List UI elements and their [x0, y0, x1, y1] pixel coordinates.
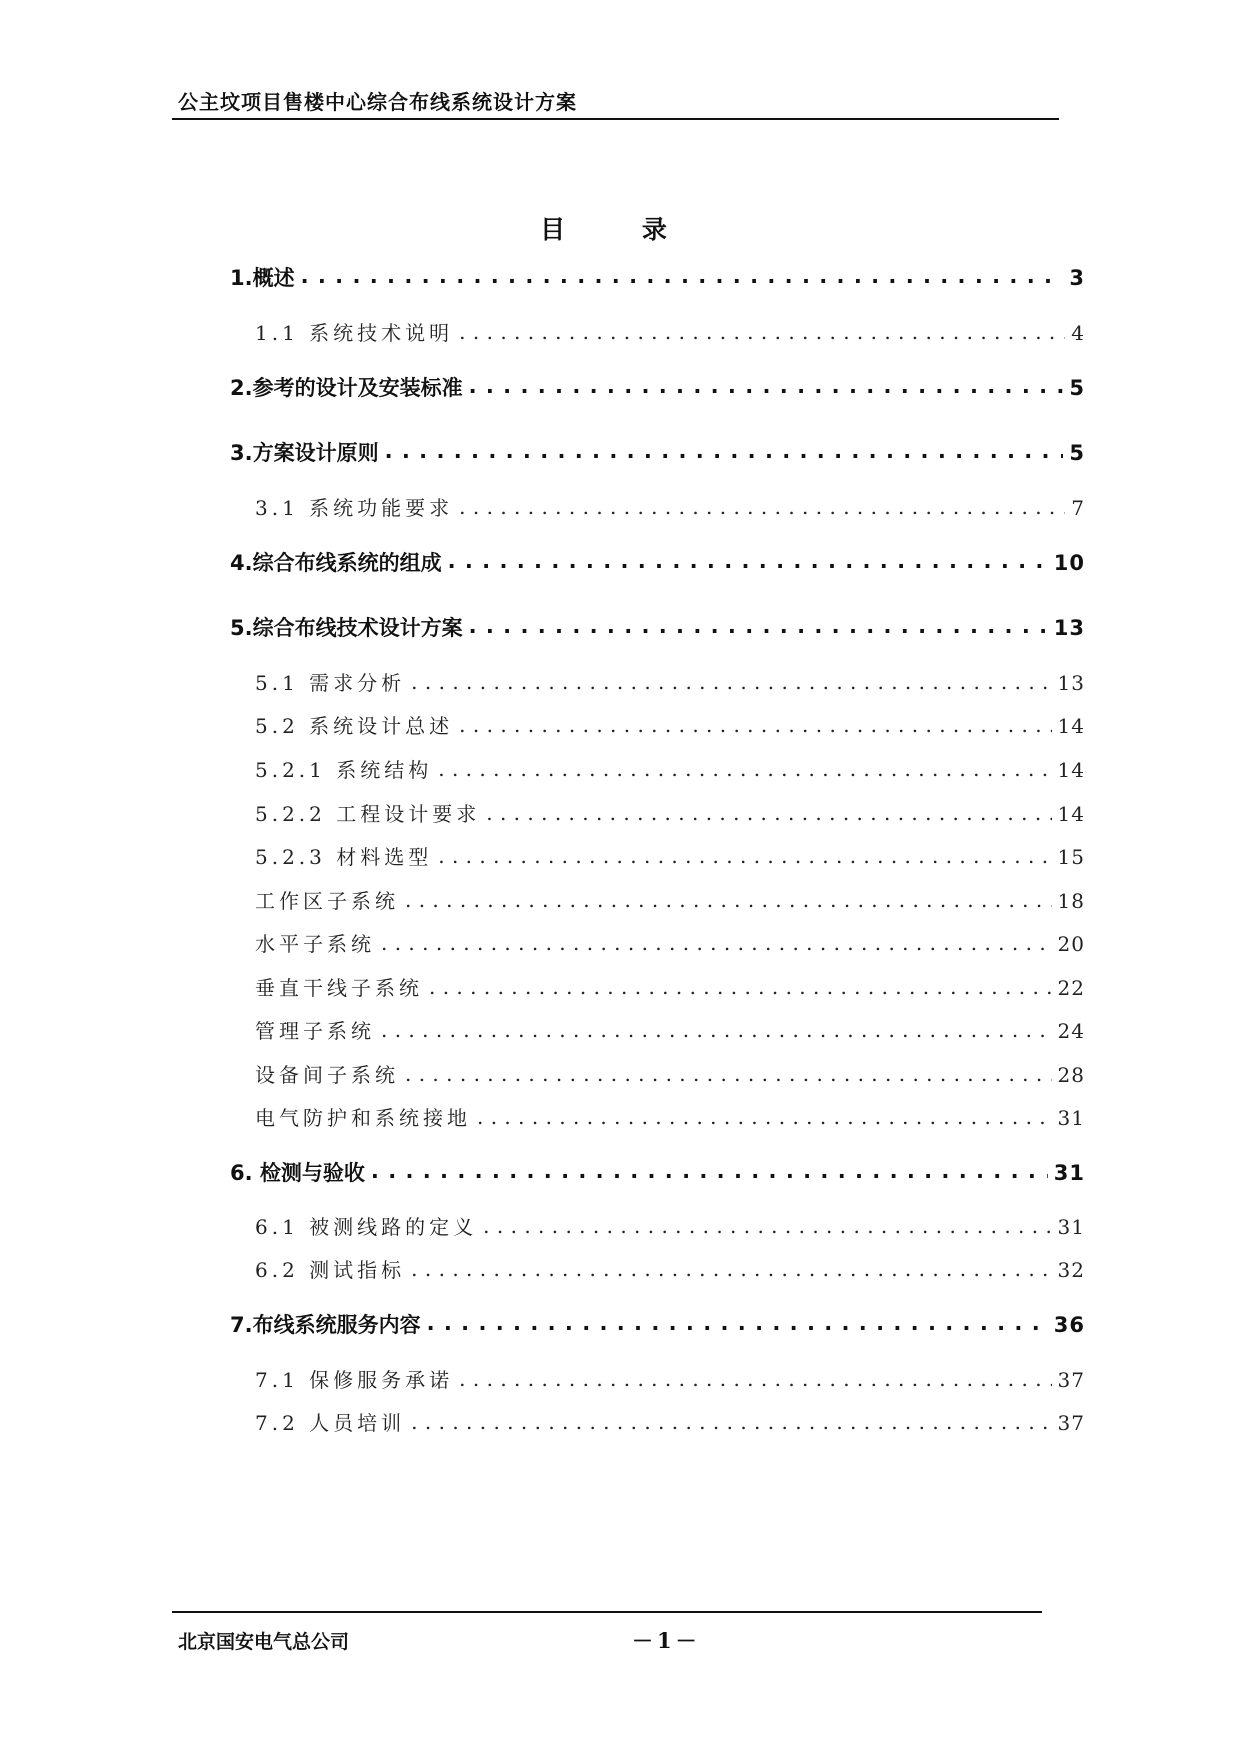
toc-leader-dots — [405, 1062, 1052, 1082]
toc-entry[interactable] — [230, 928, 1085, 957]
toc-entry-page: 37 — [1057, 1411, 1085, 1435]
toc-leader-dots — [469, 614, 1048, 635]
toc-entry-text: 5.2.1 系统结构 — [255, 758, 433, 782]
toc-leader-dots — [381, 931, 1052, 951]
toc-entry-text: 6.2 测试指标 — [255, 1258, 406, 1282]
toc-entry-page: 31 — [1057, 1106, 1085, 1130]
toc-entry-page: 5 — [1069, 376, 1085, 400]
toc-entry[interactable] — [230, 798, 1085, 827]
toc-leader-dots — [429, 975, 1052, 995]
toc-entry-text: 1.1 系统技术说明 — [255, 321, 454, 345]
toc-leader-dots — [448, 549, 1048, 570]
toc-entry[interactable] — [230, 1015, 1085, 1044]
toc-entry-text: 7.1 保修服务承诺 — [255, 1368, 454, 1392]
toc-entry[interactable] — [230, 1211, 1085, 1240]
toc-leader-dots — [459, 495, 1065, 515]
toc-leader-dots — [301, 264, 1064, 285]
toc-entry[interactable] — [230, 492, 1085, 521]
toc-leader-dots — [469, 374, 1064, 395]
toc-entry-page: 31 — [1053, 1161, 1085, 1185]
toc-entry-page: 28 — [1057, 1063, 1085, 1087]
toc-leader-dots — [459, 320, 1065, 340]
toc-entry-text: 5.综合布线技术设计方案 — [230, 616, 463, 640]
toc-entry-text: 设备间子系统 — [255, 1063, 399, 1087]
toc-entry-text: 水平子系统 — [255, 932, 375, 956]
toc-entry[interactable] — [230, 1309, 1085, 1339]
page-header — [172, 84, 1059, 120]
toc-entry[interactable] — [230, 667, 1085, 696]
toc-entry-page: 14 — [1057, 714, 1085, 738]
page-footer — [172, 1611, 1042, 1653]
toc-leader-dots — [459, 713, 1051, 733]
toc-leader-dots — [438, 757, 1051, 777]
toc-entry-text: 1.概述 — [230, 266, 295, 290]
toc-entry[interactable] — [230, 710, 1085, 739]
toc-entry-text: 管理子系统 — [255, 1019, 375, 1043]
toc-entry-text: 2.参考的设计及安装标准 — [230, 376, 463, 400]
toc-leader-dots — [385, 439, 1064, 460]
toc-leader-dots — [477, 1105, 1052, 1125]
toc-entry-text: 5.2.2 工程设计要求 — [255, 802, 481, 826]
toc-entry-text: 5.2 系统设计总述 — [255, 714, 454, 738]
toc-entry-text: 4.综合布线系统的组成 — [230, 551, 442, 575]
toc-title: 目 录 — [540, 215, 701, 244]
toc-entry-page: 15 — [1057, 845, 1085, 869]
toc-entry-page: 31 — [1057, 1215, 1085, 1239]
toc-entry-page: 14 — [1057, 802, 1085, 826]
toc-entry-text: 7.2 人员培训 — [255, 1411, 406, 1435]
toc-entry[interactable] — [230, 1157, 1085, 1187]
toc-entry-text: 5.1 需求分析 — [255, 671, 406, 695]
toc-leader-dots — [371, 1159, 1048, 1180]
toc-entry[interactable] — [230, 1364, 1085, 1393]
toc-entry-page: 7 — [1071, 496, 1085, 520]
toc-entry-page: 14 — [1057, 758, 1085, 782]
header-title: 公主坟项目售楼中心综合布线系统设计方案 — [178, 90, 577, 114]
toc-entry-page: 10 — [1053, 551, 1085, 575]
toc-leader-dots — [427, 1311, 1048, 1332]
toc-entry[interactable] — [230, 1407, 1085, 1436]
toc-entry-text: 7.布线系统服务内容 — [230, 1313, 421, 1337]
toc-entry-text: 6.1 被测线路的定义 — [255, 1215, 478, 1239]
toc-entry[interactable] — [230, 972, 1085, 1001]
toc-entry-text: 工作区子系统 — [255, 889, 399, 913]
toc-entry-page: 13 — [1053, 616, 1085, 640]
toc-leader-dots — [438, 844, 1051, 864]
toc-entry-text: 电气防护和系统接地 — [255, 1106, 471, 1130]
toc-entry-text: 5.2.3 材料选型 — [255, 845, 433, 869]
toc-leader-dots — [411, 1410, 1051, 1430]
toc-entry[interactable] — [230, 262, 1085, 292]
toc-entry[interactable] — [230, 1102, 1085, 1131]
toc-entry-page: 3 — [1069, 266, 1085, 290]
toc-entry-page: 18 — [1057, 889, 1085, 913]
toc-entry-page: 5 — [1069, 441, 1085, 465]
toc-entry-page: 36 — [1053, 1313, 1085, 1337]
toc-entry-page: 13 — [1057, 671, 1085, 695]
toc-entry[interactable] — [230, 841, 1085, 870]
toc-entry[interactable] — [230, 612, 1085, 642]
toc-entry-page: 37 — [1057, 1368, 1085, 1392]
toc-leader-dots — [459, 1367, 1051, 1387]
toc-entry[interactable] — [230, 1059, 1085, 1088]
toc-leader-dots — [411, 670, 1051, 690]
toc-entry-page: 24 — [1057, 1019, 1085, 1043]
toc-entry-text: 6. 检测与验收 — [230, 1161, 365, 1185]
toc-entry-page: 22 — [1057, 976, 1085, 1000]
toc-leader-dots — [483, 1214, 1051, 1234]
toc-entry[interactable] — [230, 437, 1085, 467]
footer-company: 北京国安电气总公司 — [178, 1631, 350, 1653]
toc-leader-dots — [405, 888, 1052, 908]
toc-leader-dots — [381, 1018, 1052, 1038]
toc-entry[interactable] — [230, 317, 1085, 346]
toc-leader-dots — [411, 1257, 1051, 1277]
toc-entry-page: 32 — [1057, 1258, 1085, 1282]
footer-page-number: －1－ — [632, 1628, 701, 1653]
toc-entry[interactable] — [230, 372, 1085, 402]
toc-entry[interactable] — [230, 754, 1085, 783]
toc-entry-text: 垂直干线子系统 — [255, 976, 423, 1000]
toc-entry-page: 4 — [1071, 321, 1085, 345]
toc-entry-page: 20 — [1057, 932, 1085, 956]
toc-entry[interactable] — [230, 885, 1085, 914]
toc-leader-dots — [486, 801, 1051, 821]
toc-entry[interactable] — [230, 547, 1085, 577]
toc-entry-text: 3.1 系统功能要求 — [255, 496, 454, 520]
toc-entry[interactable] — [230, 1254, 1085, 1283]
toc-entry-text: 3.方案设计原则 — [230, 441, 379, 465]
